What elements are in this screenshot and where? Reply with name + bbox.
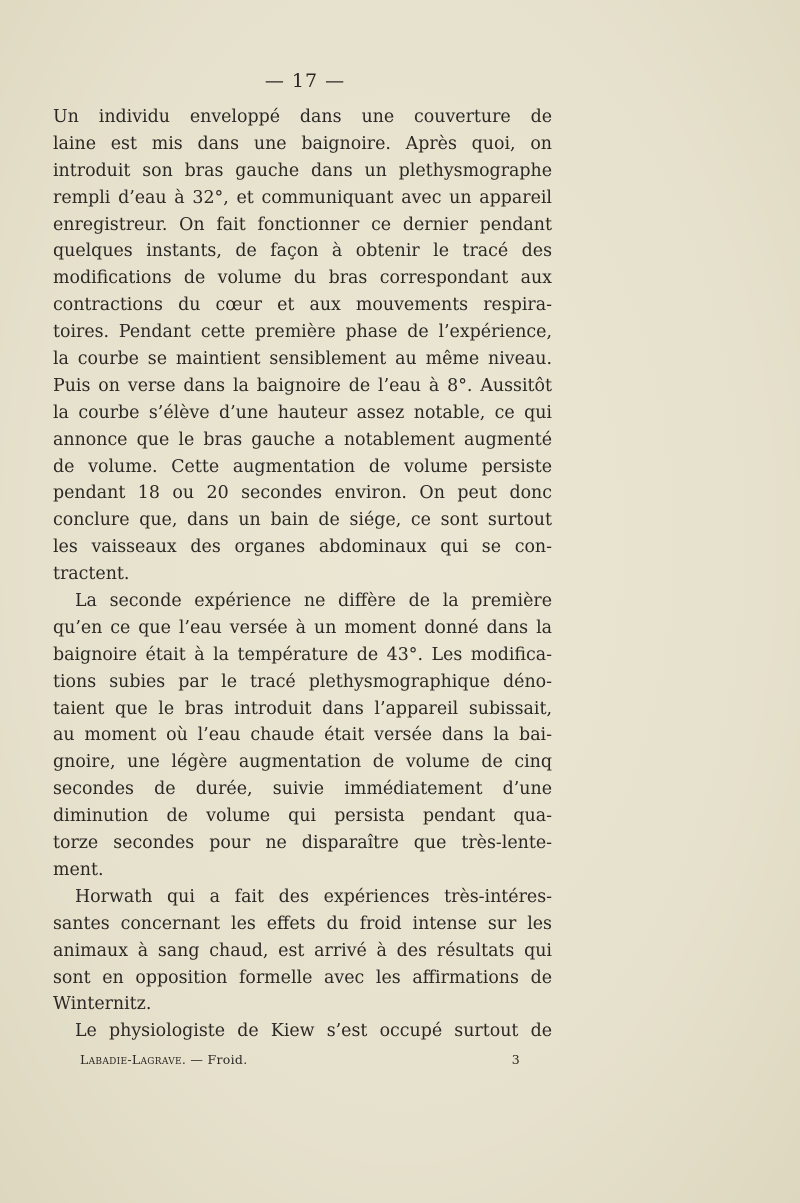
text-line: toires. Pendant cette première phase de l’expérience, bbox=[53, 322, 552, 343]
text-line: laine est mis dans une baignoire. Après quoi, on bbox=[53, 133, 552, 154]
text-line: rempli d’eau à 32°, et communiquant avec un appareil bbox=[53, 187, 552, 208]
paragraph-1 bbox=[53, 104, 552, 588]
text-line: de volume. Cette augmentation de volume persiste bbox=[53, 456, 552, 477]
text-line: modifications de volume du bras correspondant aux bbox=[53, 268, 552, 289]
text-line: baignoire était à la température de 43°. Les modifica- bbox=[53, 644, 552, 665]
page-footer bbox=[80, 1052, 520, 1067]
text-line: pendant 18 ou 20 secondes environ. On peut donc bbox=[53, 483, 552, 504]
text-line: Le physiologiste de Kiew s’est occupé surtout de bbox=[75, 1021, 552, 1042]
text-line: gnoire, une légère augmentation de volume de cinq bbox=[53, 752, 552, 773]
text-line: ment. bbox=[53, 859, 104, 880]
text-line: torze secondes pour ne disparaître que très-lente- bbox=[53, 833, 552, 854]
text-line: tions subies par le tracé plethysmographique déno- bbox=[53, 671, 552, 692]
text-line: la courbe se maintient sensiblement au même niveau. bbox=[53, 349, 552, 370]
text-line: qu’en ce que l’eau versée à un moment donné dans la bbox=[53, 617, 552, 638]
text-line: taient que le bras introduit dans l’appareil subissait, bbox=[53, 698, 552, 719]
footer-author: Labadie-Lagrave. bbox=[80, 1052, 187, 1067]
page-number: — 17 — bbox=[264, 70, 346, 92]
text-line: contractions du cœur et aux mouvements respira- bbox=[53, 295, 552, 316]
text-line: secondes de durée, suivie immédiatement d’une bbox=[53, 779, 552, 800]
text-line: introduit son bras gauche dans un plethysmographe bbox=[53, 160, 552, 181]
text-line: annonce que le bras gauche a notablement augmenté bbox=[53, 429, 552, 450]
text-line: sont en opposition formelle avec les affirmations de bbox=[53, 967, 552, 988]
text-line: Un individu enveloppé dans une couverture de bbox=[53, 107, 552, 127]
paragraph-2 bbox=[53, 588, 552, 884]
text-line: santes concernant les effets du froid intense sur les bbox=[53, 913, 552, 934]
text-line: La seconde expérience ne diffère de la première bbox=[75, 591, 552, 612]
footer-separator: — bbox=[190, 1052, 204, 1067]
text-line: conclure que, dans un bain de siége, ce sont surtout bbox=[53, 510, 552, 531]
text-line: au moment où l’eau chaude était versée dans la bai- bbox=[53, 725, 552, 746]
footer-title: Froid. bbox=[207, 1052, 248, 1067]
text-line: diminution de volume qui persista pendant qua- bbox=[53, 806, 552, 827]
text-line: tractent. bbox=[53, 564, 130, 585]
paragraph-4 bbox=[53, 1018, 552, 1045]
text-line: les vaisseaux des organes abdominaux qui se con- bbox=[53, 537, 552, 558]
text-line: enregistreur. On fait fonctionner ce dernier pendant bbox=[53, 214, 552, 235]
text-line: Puis on verse dans la baignoire de l’eau à 8°. Aussitôt bbox=[53, 375, 552, 396]
text-line: animaux à sang chaud, est arrivé à des résultats qui bbox=[53, 940, 552, 961]
paragraph-3 bbox=[53, 884, 552, 1018]
text-line: quelques instants, de façon à obtenir le tracé des bbox=[53, 241, 552, 262]
body-text bbox=[53, 104, 552, 1045]
text-line: la courbe s’élève d’une hauteur assez notable, ce qui bbox=[53, 402, 552, 423]
signature-mark: 3 bbox=[511, 1052, 520, 1067]
text-line: Horwath qui a fait des expériences très-intéres- bbox=[75, 886, 552, 907]
text-line: Winternitz. bbox=[53, 994, 152, 1015]
